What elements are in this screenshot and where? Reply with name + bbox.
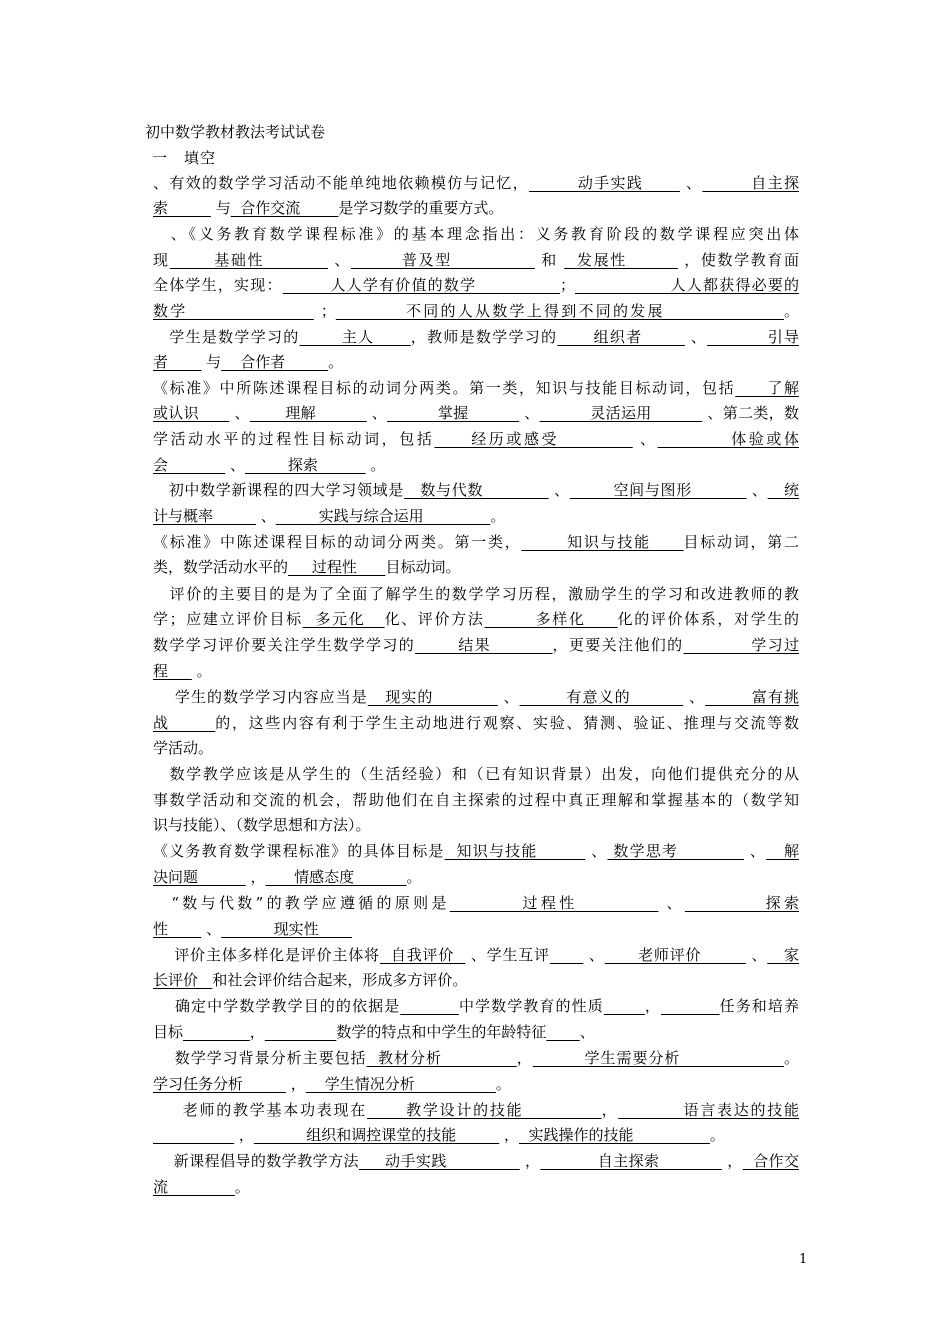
line-text: 、: [201, 920, 222, 938]
answer-blank: 教学设计的技能: [367, 1101, 602, 1119]
line-text: 数学教学应该是从学生的（生活经验）和（已有知识背景）出发，向他们提供充分的从: [153, 765, 799, 783]
line-text: 、学生互评: [465, 946, 550, 964]
line-text: 。: [406, 868, 422, 886]
answer-blank: 多元化: [302, 610, 385, 628]
text-line: [153, 479, 799, 500]
answer-blank: 会: [153, 456, 226, 474]
line-text: 。: [490, 507, 506, 525]
answer-blank: 情感态度: [265, 868, 407, 886]
line-text: 。: [191, 662, 212, 680]
line-text: 评价主体多样化是评价主体将: [153, 946, 380, 964]
line-text: 、: [229, 404, 250, 422]
line-text: 评价的主要目的是为了全面了解学生的数学学习历程，激励学生的学习和改进教师的教: [153, 585, 799, 603]
line-text: 。: [495, 1075, 511, 1093]
text-line: [153, 428, 799, 449]
text-line: [153, 686, 799, 707]
answer-blank: 计与概率: [153, 507, 256, 525]
text-line: [153, 505, 799, 526]
answer-blank: 了解: [735, 379, 799, 397]
line-text: ，: [644, 997, 661, 1015]
line-text: 、: [579, 1023, 595, 1041]
line-text: 、: [225, 456, 245, 474]
answer-blank: 语言表达的技能: [618, 1101, 799, 1119]
text-line: [153, 918, 799, 939]
text-line: [153, 814, 799, 835]
text-line: [153, 737, 799, 758]
answer-blank: 探索: [245, 456, 366, 474]
text-line: [153, 377, 799, 398]
line-text: “数与代数”的教学应遵循的原则是: [153, 894, 450, 912]
answer-blank: 组织和调控课堂的技能: [253, 1126, 500, 1144]
line-text: ，: [519, 1152, 541, 1170]
answer-blank: 动手实践: [528, 174, 680, 192]
line-text: 识与技能）、（数学思想和方法）。: [153, 816, 371, 834]
answer-blank: 数学思考: [607, 842, 744, 860]
text-line: [153, 608, 799, 629]
line-text: 《义务教育数学课程标准》的具体目标是: [153, 842, 445, 860]
page-title: 初中数学教材教法考试试卷: [145, 123, 326, 141]
line-text: 学生是数学学习的: [153, 328, 300, 346]
answer-blank: 决问题: [153, 868, 246, 886]
answer-blank: 者: [153, 353, 202, 371]
answer-blank: 空间与图形: [569, 481, 747, 499]
answer-blank: 数学: [153, 302, 314, 320]
line-text: 老师的教学基本功表现在: [153, 1101, 368, 1119]
line-text: ，: [245, 868, 266, 886]
line-text: 数学学习背景分析主要包括: [153, 1049, 367, 1067]
answer-blank: 自主探索: [540, 1152, 723, 1170]
line-text: 、: [497, 688, 520, 706]
line-text: 类，数学活动水平的: [153, 558, 289, 576]
answer-blank: 发展性: [564, 251, 678, 269]
text-line: [153, 712, 799, 733]
text-line: [153, 1150, 799, 1171]
line-text: 和: [534, 251, 565, 269]
line-text: 、第二类，数: [702, 404, 799, 422]
answer-blank: 战: [153, 714, 216, 732]
line-text: 数学学习评价要关注学生数学学习的: [153, 636, 416, 654]
answer-blank: 组织者: [557, 328, 685, 346]
line-text: 化、评价方法: [384, 610, 485, 628]
line-text: 化的评价体系，对学生的: [617, 610, 799, 628]
line-text: 目标动词。: [385, 558, 461, 576]
line-text: 是学习数学的重要方式。: [338, 199, 504, 217]
line-text: 、: [658, 894, 685, 912]
answer-blank: [546, 1023, 579, 1041]
answer-blank: [265, 1023, 337, 1041]
text-line: [153, 300, 799, 321]
line-text: 《标准》中陈述课程目标的动词分两类。第一类，: [153, 533, 522, 551]
text-line: [153, 789, 799, 810]
line-text: 。: [783, 1049, 799, 1067]
line-text: 。: [365, 456, 386, 474]
answer-blank: 合作者: [221, 353, 329, 371]
line-text: ，: [516, 1049, 533, 1067]
text-line: [153, 1124, 799, 1145]
line-text: 中学数学教育的性质: [458, 997, 604, 1015]
text-line: [153, 995, 799, 1016]
line-text: 、: [632, 430, 658, 448]
line-text: 。: [709, 1126, 725, 1144]
answer-blank: 程: [153, 662, 192, 680]
answer-blank: 或认识: [153, 404, 230, 422]
line-text: 新课程倡导的数学教学方法: [153, 1152, 359, 1170]
text-line: [153, 223, 799, 244]
text-line: [153, 866, 799, 887]
line-text: 、: [745, 946, 768, 964]
answer-blank: 知识与技能: [444, 842, 586, 860]
text-line: [153, 634, 799, 655]
text-line: [153, 660, 799, 681]
answer-blank: 不同的人从数学上得到不同的发展: [335, 302, 784, 320]
answer-blank: 人人学有价值的数学: [282, 276, 560, 294]
line-text: ，: [249, 1023, 265, 1041]
answer-blank: 过程性: [449, 894, 659, 912]
line-text: 目标动词，第二: [683, 533, 799, 551]
answer-blank: 合作交: [742, 1152, 799, 1170]
line-text: ；: [313, 302, 336, 320]
answer-blank: 学习任务分析: [153, 1075, 286, 1093]
line-text: 《标准》中所陈述课程目标的动词分两类。第一类，知识与技能目标动词，包括: [153, 379, 736, 397]
answer-blank: 经历或感受: [434, 430, 633, 448]
line-text: 全体学生，实现：: [153, 276, 283, 294]
answer-blank: 多样化: [484, 610, 618, 628]
answer-blank: 解: [766, 842, 799, 860]
line-text: 、: [746, 481, 768, 499]
line-text: ，: [234, 1126, 254, 1144]
text-line: [153, 326, 799, 347]
answer-blank: 数与代数: [404, 481, 549, 499]
answer-blank: [400, 997, 459, 1015]
text-line: [153, 763, 799, 784]
line-text: 与: [201, 353, 222, 371]
answer-blank: [550, 946, 583, 964]
answer-blank: 人人都获得必要的: [574, 276, 799, 294]
answer-blank: 结果: [415, 636, 553, 654]
section-heading: 一 填空: [152, 149, 217, 167]
line-text: 与: [210, 199, 231, 217]
line-text: 、: [366, 404, 388, 422]
line-text: 。: [234, 1178, 250, 1196]
answer-blank: 性: [153, 920, 202, 938]
line-text: 学活动水平的过程性目标动词，包括: [153, 430, 435, 448]
line-text: 、: [548, 481, 570, 499]
text-line: [153, 274, 799, 295]
line-text: 、: [519, 404, 540, 422]
line-text: 确定中学数学教学目的的依据是: [153, 997, 401, 1015]
text-line: [153, 969, 799, 990]
answer-blank: 现实的: [367, 688, 498, 706]
line-text: ，更要关注他们的: [552, 636, 684, 654]
line-text: 、: [679, 174, 703, 192]
answer-blank: 主人: [299, 328, 411, 346]
answer-blank: 索: [153, 199, 211, 217]
answer-blank: 基础性: [169, 251, 328, 269]
answer-blank: 探索: [684, 894, 799, 912]
line-text: ，: [285, 1075, 306, 1093]
text-line: [153, 249, 799, 270]
text-line: [153, 1021, 799, 1042]
answer-blank: 体验或体: [657, 430, 799, 448]
text-line: [153, 351, 799, 372]
line-text: 、: [684, 328, 708, 346]
line-text: 、: [327, 251, 351, 269]
answer-blank: [661, 997, 720, 1015]
answer-blank: 过程性: [288, 558, 386, 576]
line-text: 学生的数学学习内容应当是: [153, 688, 368, 706]
page-number: 1: [799, 1252, 808, 1267]
text-line: [153, 1176, 799, 1197]
answer-blank: 学生情况分析: [305, 1075, 496, 1093]
line-text: 的，这些内容有利于学生主动地进行观察、实验、猜测、验证、推理与交流等数: [215, 714, 799, 732]
text-line: [153, 944, 799, 965]
answer-blank: 有意义的: [519, 688, 684, 706]
text-line: [153, 402, 799, 423]
line-text: 事数学活动和交流的机会，帮助他们在自主探索的过程中真正理解和掌握基本的（数学知: [153, 791, 799, 809]
answer-blank: 学习过: [683, 636, 799, 654]
answer-blank: 自主探: [702, 174, 799, 192]
answer-blank: 引导: [707, 328, 799, 346]
line-text: ，: [601, 1101, 619, 1119]
line-text: ，: [499, 1126, 519, 1144]
line-text: 、: [255, 507, 276, 525]
answer-blank: 理解: [249, 404, 367, 422]
line-text: 任务和培养: [719, 997, 799, 1015]
line-text: 目标: [153, 1023, 184, 1041]
text-line: [153, 556, 799, 577]
answer-blank: 实践操作的技能: [519, 1126, 710, 1144]
text-line: [153, 1047, 799, 1068]
answer-blank: 自我评价: [379, 946, 466, 964]
text-line: [153, 892, 799, 913]
text-line: [153, 454, 799, 475]
line-text: ，使数学教育面: [677, 251, 799, 269]
text-line: [153, 583, 799, 604]
line-text: ，教师是数学学习的: [410, 328, 558, 346]
line-text: 、: [743, 842, 767, 860]
answer-blank: 家: [767, 946, 799, 964]
text-line: [153, 531, 799, 552]
text-line: [153, 840, 799, 861]
answer-blank: 知识与技能: [521, 533, 684, 551]
answer-blank: [604, 997, 645, 1015]
line-text: 学；应建立评价目标: [153, 610, 303, 628]
text-line: [153, 1099, 799, 1120]
answer-blank: 掌握: [387, 404, 520, 422]
answer-blank: 长评价: [153, 971, 213, 989]
line-text: 、: [583, 946, 605, 964]
answer-blank: [153, 1126, 234, 1144]
line-text: 。: [784, 302, 799, 320]
line-text: 和社会评价结合起来，形成多方评价。: [212, 971, 468, 989]
line-text: 、: [683, 688, 706, 706]
answer-blank: 富有挑: [705, 688, 799, 706]
answer-blank: 灵活运用: [539, 404, 703, 422]
line-text: 、《义务教育数学课程标准》的基本理念指出：义务教育阶段的数学课程应突出体: [153, 225, 799, 243]
line-text: ；: [559, 276, 575, 294]
answer-blank: 统: [767, 481, 799, 499]
answer-blank: 现实性: [221, 920, 352, 938]
answer-blank: 流: [153, 1178, 235, 1196]
answer-blank: 动手实践: [358, 1152, 520, 1170]
answer-blank: 普及型: [350, 251, 535, 269]
answer-blank: 老师评价: [604, 946, 746, 964]
line-text: ，: [722, 1152, 743, 1170]
text-line: [153, 197, 799, 218]
line-text: 数学的特点和中学生的年龄特征: [336, 1023, 547, 1041]
answer-blank: [183, 1023, 250, 1041]
text-line: [153, 172, 799, 193]
line-text: 。: [328, 353, 344, 371]
line-text: 学活动。: [153, 739, 214, 757]
line-text: 、: [585, 842, 608, 860]
answer-blank: 合作交流: [230, 199, 339, 217]
answer-blank: 教材分析: [366, 1049, 517, 1067]
line-text: 现: [153, 251, 170, 269]
line-text: 、有效的数学学习活动不能单纯地依赖模仿与记忆，: [153, 174, 529, 192]
answer-blank: 学生需要分析: [532, 1049, 784, 1067]
text-line: [153, 1073, 799, 1094]
line-text: 初中数学新课程的四大学习领域是: [153, 481, 405, 499]
answer-blank: 实践与综合运用: [275, 507, 491, 525]
